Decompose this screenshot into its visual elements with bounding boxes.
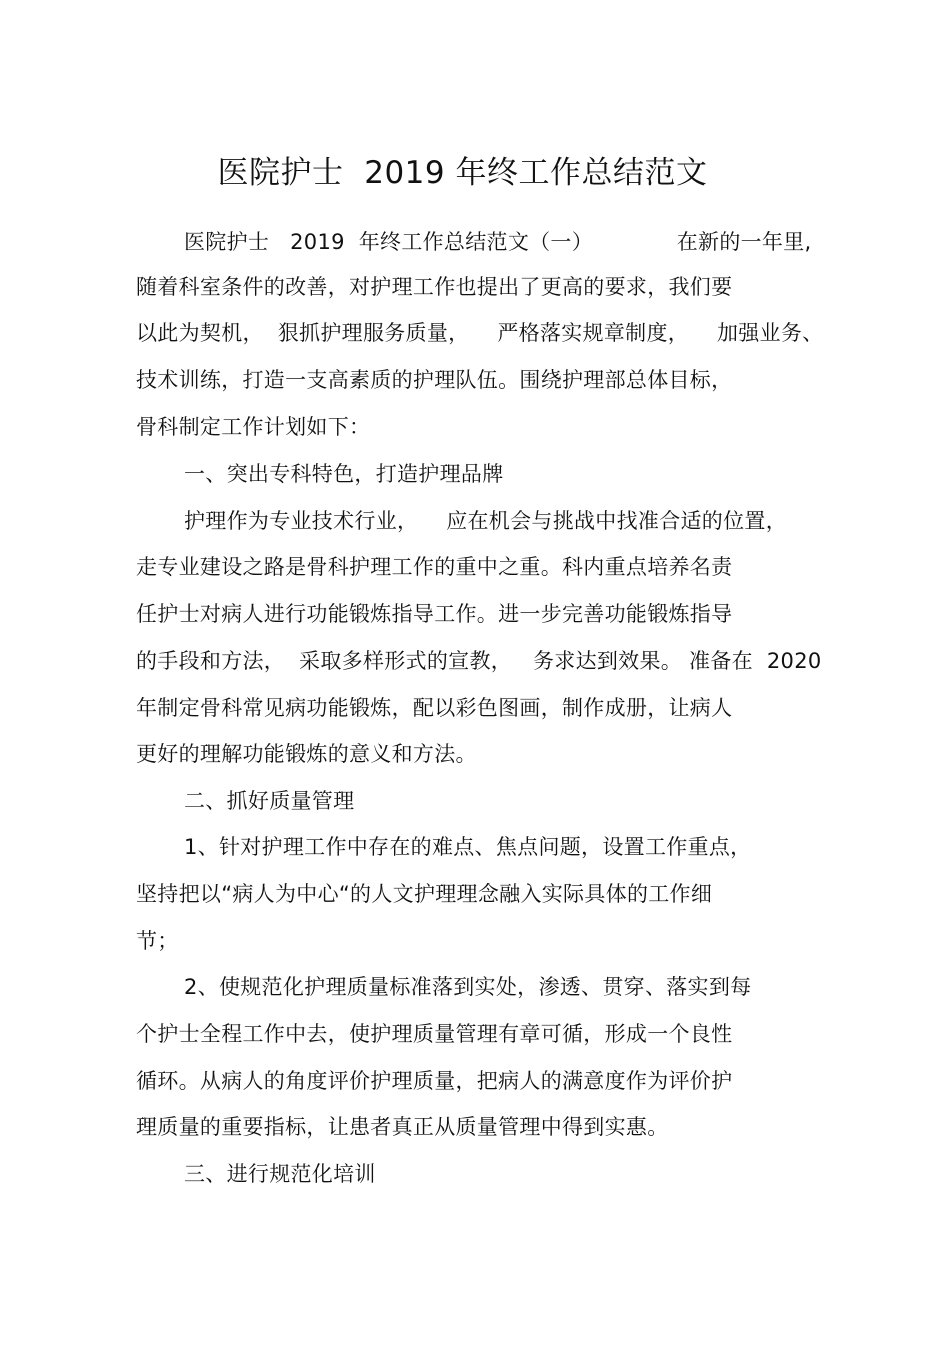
paragraph-line: 年制定骨科常见病功能锻炼，配以彩色图画，制作成册，让病人 xyxy=(136,696,733,720)
paragraph-line: 护理作为专业技术行业， 应在机会与挑战中找准合适的位置， xyxy=(184,509,787,533)
paragraph-line: 更好的理解功能锻炼的意义和方法。 xyxy=(136,742,477,766)
paragraph-line: 走专业建设之路是骨科护理工作的重中之重。科内重点培养名责 xyxy=(136,555,733,579)
paragraph-line: 的手段和方法， 采取多样形式的宣教， 务求达到效果。 准备在 2020 xyxy=(136,649,822,673)
paragraph-line: 技术训练，打造一支高素质的护理队伍。围绕护理部总体目标， xyxy=(136,368,733,392)
section-heading: 二、抓好质量管理 xyxy=(184,789,355,813)
paragraph-line: 以此为契机， 狠抓护理服务质量， 严格落实规章制度， 加强业务、 xyxy=(136,321,824,345)
paragraph-line: 1、针对护理工作中存在的难点、焦点问题，设置工作重点， xyxy=(184,835,752,859)
paragraph-line: 个护士全程工作中去，使护理质量管理有章可循，形成一个良性 xyxy=(136,1022,733,1046)
paragraph-line: 循环。从病人的角度评价护理质量，把病人的满意度作为评价护 xyxy=(136,1069,733,1093)
paragraph-line: 任护士对病人进行功能锻炼指导工作。进一步完善功能锻炼指导 xyxy=(136,602,733,626)
paragraph-line: 医院护士 2019 年终工作总结范文（一） 在新的一年里, xyxy=(184,230,812,254)
section-heading: 一、突出专科特色，打造护理品牌 xyxy=(184,462,504,486)
paragraph-line: 坚持把以“病人为中心“的人文护理理念融入实际具体的工作细 xyxy=(136,882,713,906)
paragraph-line: 骨科制定工作计划如下： xyxy=(136,415,371,439)
paragraph-line: 节； xyxy=(136,929,179,953)
paragraph-line: 随着科室条件的改善，对护理工作也提出了更高的要求，我们要 xyxy=(136,275,733,299)
paragraph-line: 2、使规范化护理质量标准落到实处，渗透、贯穿、落实到每 xyxy=(184,975,752,999)
paragraph-line: 理质量的重要指标，让患者真正从质量管理中得到实惠。 xyxy=(136,1115,669,1139)
document-title: 医院护士 2019 年终工作总结范文 xyxy=(217,155,708,191)
section-heading: 三、进行规范化培训 xyxy=(184,1162,376,1186)
